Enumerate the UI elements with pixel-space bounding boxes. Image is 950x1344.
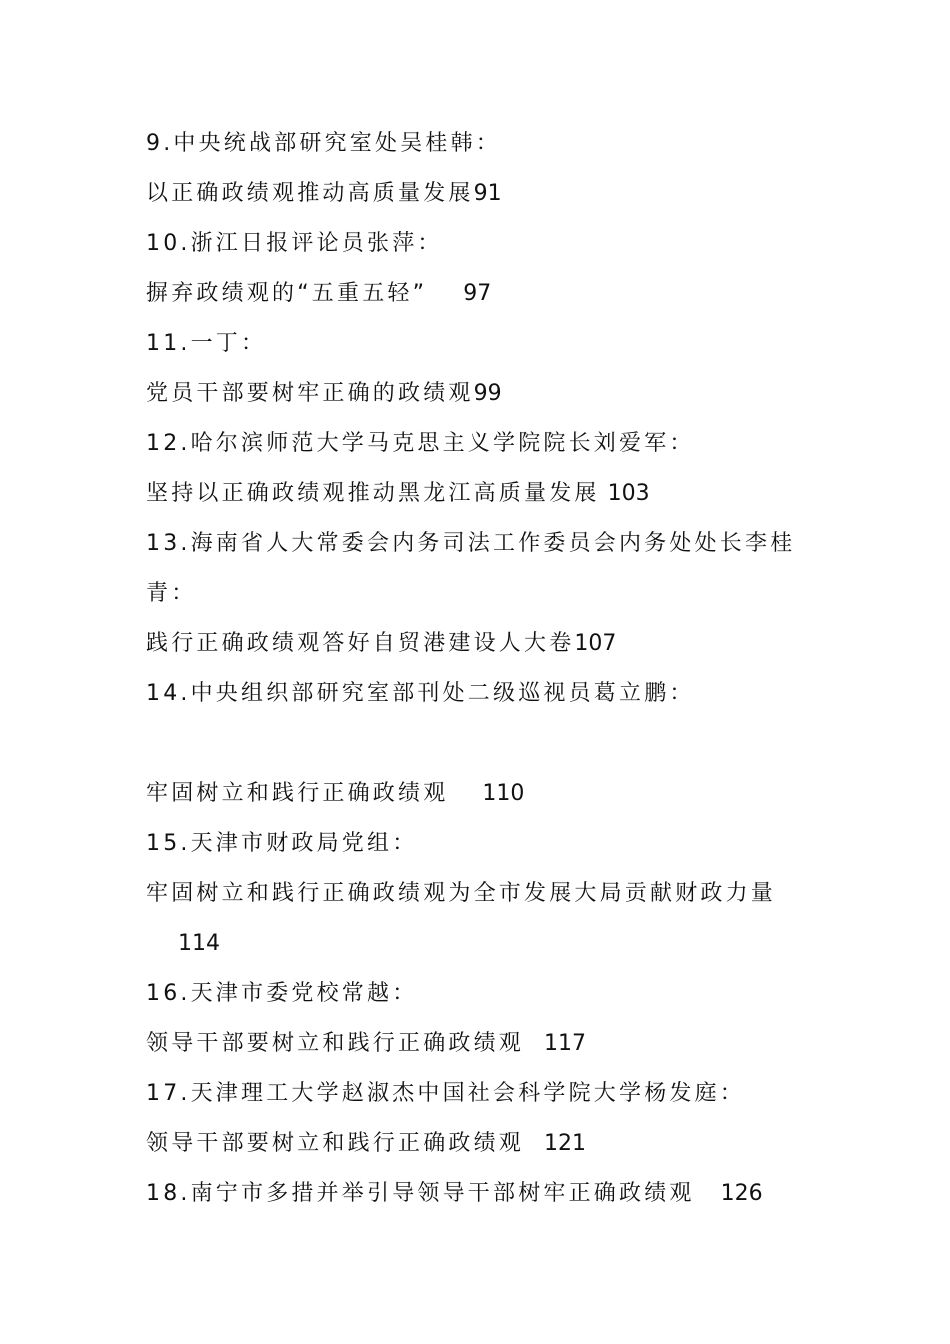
toc-page-number-9: 91 bbox=[473, 181, 502, 206]
toc-heading-10: 10.浙江日报评论员张萍： bbox=[146, 231, 443, 256]
toc-heading-13-line1: 13.海南省人大常委会内务司法工作委员会内务处处长李桂 bbox=[146, 531, 796, 556]
toc-title-11: 党员干部要树牢正确的政绩观 bbox=[146, 381, 474, 406]
toc-entry-16[interactable] bbox=[146, 1019, 826, 1069]
toc-entry-15-title[interactable] bbox=[146, 869, 826, 919]
toc-page-number-13: 107 bbox=[574, 631, 617, 656]
toc-entry-18[interactable] bbox=[146, 1169, 826, 1219]
toc-heading-17: 17.天津理工大学赵淑杰中国社会科学院大学杨发庭： bbox=[146, 1081, 745, 1106]
toc-page-number-17: 121 bbox=[544, 1131, 587, 1156]
toc-title-12: 坚持以正确政绩观推动黑龙江高质量发展 bbox=[146, 481, 600, 506]
toc-heading-13-line2: 青： bbox=[146, 581, 197, 606]
toc-title-9: 以正确政绩观推动高质量发展 bbox=[146, 181, 474, 206]
toc-title-15: 牢固树立和践行正确政绩观为全市发展大局贡献财政力量 bbox=[146, 881, 777, 906]
toc-entry-10[interactable] bbox=[146, 269, 826, 319]
toc-heading-16: 16.天津市委党校常越： bbox=[146, 981, 418, 1006]
toc-page-number-10: 97 bbox=[463, 281, 492, 306]
toc-title-16: 领导干部要树立和践行正确政绩观 bbox=[146, 1031, 525, 1056]
toc-title-17: 领导干部要树立和践行正确政绩观 bbox=[146, 1131, 525, 1156]
toc-page-number-18: 126 bbox=[720, 1181, 763, 1206]
blank-line bbox=[146, 719, 826, 769]
toc-page bbox=[146, 119, 826, 1219]
toc-heading-18: 18.南宁市多措并举引导领导干部树牢正确政绩观 bbox=[146, 1181, 695, 1206]
toc-entry-11[interactable] bbox=[146, 369, 826, 419]
toc-entry-9[interactable] bbox=[146, 169, 826, 219]
toc-title-14: 牢固树立和践行正确政绩观 bbox=[146, 781, 449, 806]
toc-entry-17[interactable] bbox=[146, 1119, 826, 1169]
toc-entry-15-page[interactable] bbox=[146, 919, 826, 969]
toc-title-13: 践行正确政绩观答好自贸港建设人大卷 bbox=[146, 631, 575, 656]
toc-heading-11: 11.一丁： bbox=[146, 331, 267, 356]
toc-heading-12: 12.哈尔滨师范大学马克思主义学院院长刘爱军： bbox=[146, 431, 695, 456]
toc-page-number-14: 110 bbox=[482, 781, 525, 806]
toc-page-number-16: 117 bbox=[544, 1031, 587, 1056]
toc-entry-13[interactable] bbox=[146, 619, 826, 669]
toc-page-number-12: 103 bbox=[607, 481, 650, 506]
toc-entry-12[interactable] bbox=[146, 469, 826, 519]
toc-entry-14[interactable] bbox=[146, 769, 826, 819]
toc-heading-15: 15.天津市财政局党组： bbox=[146, 831, 418, 856]
toc-page-number-15: 114 bbox=[178, 931, 220, 956]
toc-page-number-11: 99 bbox=[473, 381, 502, 406]
toc-title-10: 摒弃政绩观的“五重五轻” bbox=[146, 281, 428, 306]
toc-heading-14: 14.中央组织部研究室部刊处二级巡视员葛立鹏： bbox=[146, 681, 695, 706]
toc-heading-9: 9.中央统战部研究室处吴桂韩： bbox=[146, 131, 501, 156]
